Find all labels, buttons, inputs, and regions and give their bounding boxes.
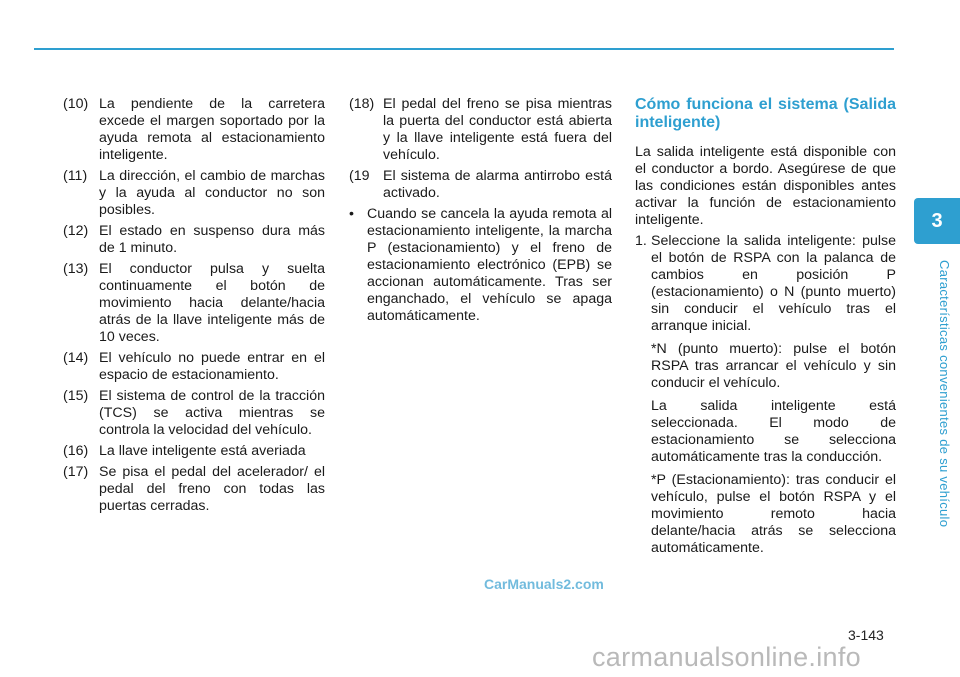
list-item xyxy=(63,168,325,219)
list-item xyxy=(63,388,325,439)
column-3 xyxy=(635,96,896,561)
list-item xyxy=(63,96,325,164)
list-item xyxy=(349,168,612,202)
list-item xyxy=(63,443,325,460)
item-number: (11) xyxy=(63,168,88,184)
step-item xyxy=(635,233,896,335)
item-text: La llave inteligente está averiada xyxy=(99,443,306,459)
chapter-title: Características convenientes de su vehículo xyxy=(937,260,952,528)
step-number: 1. xyxy=(635,233,647,249)
list-item xyxy=(63,261,325,346)
footer-watermark: carmanualsonline.info xyxy=(592,642,861,672)
page-number: 3-143 xyxy=(848,627,884,643)
item-number: (12) xyxy=(63,223,89,239)
item-text: El sistema de control de la tracción (TCS) se activa mientras se controla la velocidad del vehículo. xyxy=(99,388,325,438)
list-item xyxy=(63,350,325,384)
column-2 xyxy=(349,96,612,329)
sub-paragraph: La salida inteligente está seleccionada. El modo de estacionamiento se selecciona automáticamente tras la conducción. xyxy=(651,398,896,465)
item-number: (16) xyxy=(63,443,89,459)
bullet-icon: • xyxy=(349,206,354,222)
intro-paragraph: La salida inteligente está disponible con el conductor a bordo. Asegúrese de que las condiciones están disponibles antes activar la función de estacionamiento inteligente. xyxy=(635,144,896,228)
item-text: El vehículo no puede entrar en el espacio de estacionamiento. xyxy=(99,350,325,383)
item-number: (18) xyxy=(349,96,375,112)
item-number: (13) xyxy=(63,261,89,277)
bullet-item xyxy=(349,206,612,325)
sub-paragraph: *P (Estacionamiento): tras conducir el vehículo, pulse el botón RSPA y el movimiento remoto hacia delante/hacia atrás se selecciona automáticamente. xyxy=(651,472,896,556)
item-number: (17) xyxy=(63,464,89,480)
step-text: Seleccione la salida inteligente: pulse el botón de RSPA con la palanca de cambios en posición P (estacionamiento) o N (punto muerto) sin conducir el vehículo tras el arranque inicial. xyxy=(651,233,896,334)
chapter-tab: 3 xyxy=(914,198,960,244)
item-text: El conductor pulsa y suelta continuamente el botón de movimiento hacia delante/hacia atrás de la llave inteligente más de 10 veces. xyxy=(99,261,325,345)
list-item xyxy=(63,223,325,257)
item-number: (14) xyxy=(63,350,89,366)
item-text: Cuando se cancela la ayuda remota al estacionamiento inteligente, la marcha P (estacionamiento) y el freno de estacionamiento electrónico (EPB) se accionan automáticamente. Tras ser enganchado, el vehículo se apaga automáticamente. xyxy=(367,206,612,324)
watermark-text: CarManuals2.com xyxy=(484,576,604,592)
list-item xyxy=(349,96,612,164)
item-number: (10) xyxy=(63,96,89,112)
top-rule xyxy=(34,48,894,50)
item-number: (19 xyxy=(349,168,370,184)
item-text: El sistema de alarma antirrobo está activado. xyxy=(383,168,612,201)
item-text: Se pisa el pedal del acelerador/ el pedal del freno con todas las puertas cerradas. xyxy=(99,464,325,514)
item-text: El pedal del freno se pisa mientras la puerta del conductor está abierta y la llave inteligente está fuera del vehículo. xyxy=(383,96,612,163)
item-text: La pendiente de la carretera excede el margen soportado por la ayuda remota al estacionamiento inteligente. xyxy=(99,96,325,163)
section-heading: Cómo funciona el sistema (Salida inteligente) xyxy=(635,96,896,131)
item-number: (15) xyxy=(63,388,89,404)
item-text: El estado en suspenso dura más de 1 minuto. xyxy=(99,223,325,256)
column-1 xyxy=(63,96,325,519)
sub-paragraph: *N (punto muerto): pulse el botón RSPA tras arrancar el vehículo y sin conducir el vehículo. xyxy=(651,341,896,391)
item-text: La dirección, el cambio de marchas y la ayuda al conductor no son posibles. xyxy=(99,168,325,218)
list-item xyxy=(63,464,325,515)
